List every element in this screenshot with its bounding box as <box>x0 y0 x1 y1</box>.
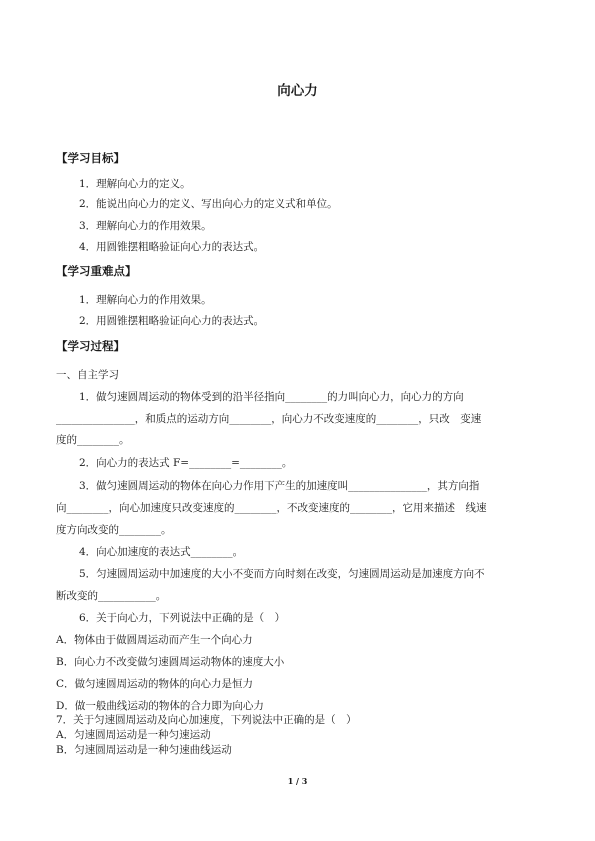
question-line: 7．关于匀速圆周运动及向心加速度，下列说法中正确的是（ ） <box>56 714 357 726</box>
answer-option: A．匀速圆周运动是一种匀速运动 <box>56 729 211 741</box>
key-point-item: 1．理解向心力的作用效果。 <box>79 294 212 306</box>
page-number: 1 / 3 <box>287 776 308 786</box>
section-heading-objectives: 【学习目标】 <box>56 151 125 165</box>
question-line: 1．做匀速圆周运动的物体受到的沿半径指向________的力叫向心力，向心力的方向 <box>79 391 464 403</box>
question-line: 4．向心加速度的表达式________。 <box>79 546 244 558</box>
section-heading-key-points: 【学习重难点】 <box>56 264 137 278</box>
answer-option: C．做匀速圆周运动的物体的向心力是恒力 <box>56 678 254 690</box>
objective-item: 3．理解向心力的作用效果。 <box>79 220 212 232</box>
objective-item: 4．用圆锥摆粗略验证向心力的表达式。 <box>79 241 265 253</box>
question-line: 5．匀速圆周运动中加速度的大小不变而方向时刻在改变，匀速圆周运动是加速度方向不 <box>79 568 485 580</box>
question-line: 3．做匀速圆周运动的物体在向心力作用下产生的加速度叫_______________，其方向指 <box>79 480 480 492</box>
objective-item: 1．理解向心力的定义。 <box>79 178 191 190</box>
question-line: 2．向心力的表达式 F=________=________。 <box>79 457 293 469</box>
question-line: _______________，和质点的运动方向________，向心力不改变速度的________，只改 变速 <box>56 413 482 425</box>
question-line: 6．关于向心力，下列说法中正确的是（ ） <box>79 612 286 624</box>
question-line: 断改变的___________。 <box>56 590 167 602</box>
question-line: 度方向改变的________。 <box>56 524 172 536</box>
process-subheading: 一、自主学习 <box>56 369 119 381</box>
answer-option: D．做一般曲线运动的物体的合力即为向心力 <box>56 700 264 712</box>
key-point-item: 2．用圆锥摆粗略验证向心力的表达式。 <box>79 315 265 327</box>
question-line: 度的________。 <box>56 434 130 446</box>
objective-item: 2．能说出向心力的定义、写出向心力的定义式和单位。 <box>79 198 338 210</box>
question-line: 向________，向心加速度只改变速度的________，不改变速度的________，它用来描述 线速 <box>56 502 487 514</box>
section-heading-process: 【学习过程】 <box>56 339 125 353</box>
answer-option: B．匀速圆周运动是一种匀速曲线运动 <box>56 744 232 756</box>
answer-option: B．向心力不改变做匀速圆周运动物体的速度大小 <box>56 656 285 668</box>
page-title: 向心力 <box>277 83 318 99</box>
answer-option: A．物体由于做圆周运动而产生一个向心力 <box>56 634 253 646</box>
